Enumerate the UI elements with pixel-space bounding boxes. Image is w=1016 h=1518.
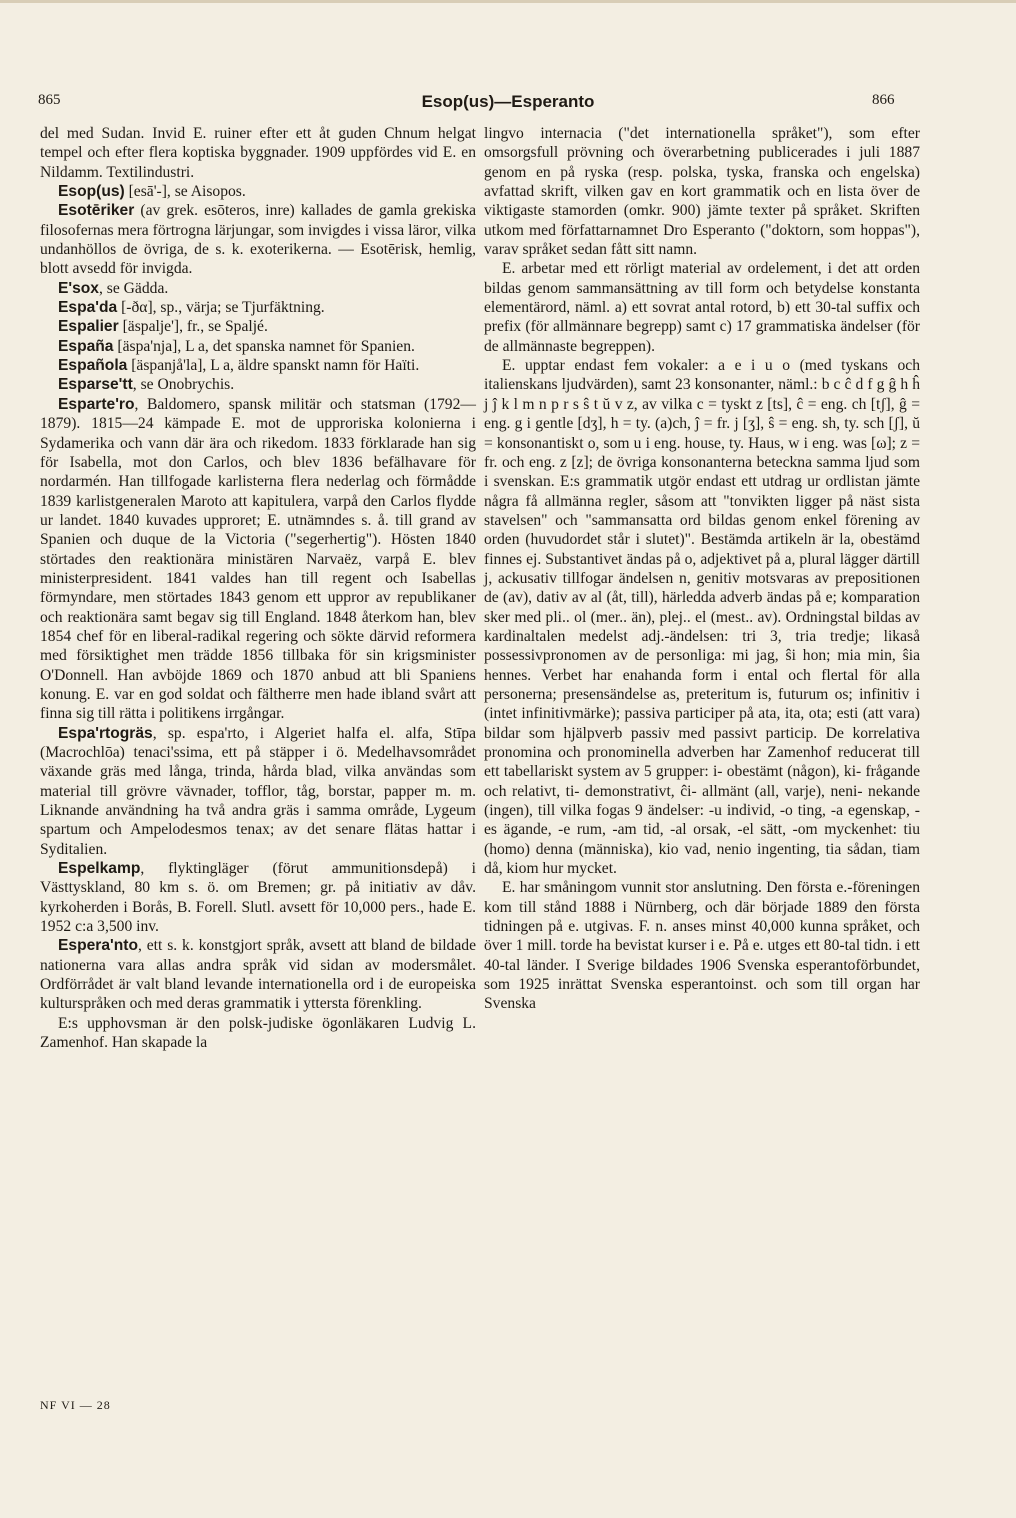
entry-definition: , se Gädda. <box>98 279 169 297</box>
entry-headword: Esparse'tt <box>58 376 133 394</box>
paragraph-continued <box>484 124 920 259</box>
entry-headword: Espelkamp <box>58 860 141 878</box>
entry-headword: Espera'nto <box>58 937 138 955</box>
left-column <box>40 124 476 1053</box>
dictionary-entry <box>40 859 476 936</box>
paragraph-text: E. arbetar med ett rörligt material av ordelement, i det att orden bildas genom sammansättning av till form och betydelse konstanta elementärord, näml. a) ett sovrat antal rotord, b) ett 30-tal suffix och prefix (för allmännare begrepp) samt c) 17 grammatiska ändelser (för de allmännaste begreppen). <box>484 260 920 355</box>
entry-definition: [esā'-], se Aisopos. <box>124 183 246 201</box>
entry-definition: , sp. espa'rto, i Algeriet halfa el. alfa, Stīpa (Macrochlōa) tenaci'ssima, ett på stäpper i ö. Medelhavsområdet växande gräs med långa, trinda, hårda blad, vilka användas som material till grövre vävnader, tofflor, tåg, borstar, papper m. m. Liknande användning ha två andra gräs i samma område, Lygeum spartum och Ampelodesmos tenax; av det senare flätas hattar i Syditalien. <box>40 724 476 858</box>
entry-headword: Esop(us) <box>58 183 125 201</box>
entry-headword: Espa'rtogräs <box>58 724 153 742</box>
paragraph-continued <box>40 124 476 182</box>
entry-definition: , ett s. k. konstgjort språk, avsett att bland de bildade nationerna vara allas andra språk vid sidan av modersmålet. Ordförrådet är valt bland levande internationella ord i de europeiska kulturspråken och med deras grammatik i yttersta förenkling. <box>40 937 476 1013</box>
dictionary-entry <box>40 279 476 298</box>
entry-headword: Esparte'ro <box>58 395 135 413</box>
paragraph <box>484 878 920 1013</box>
paragraph-text: E. upptar endast fem vokaler: a e i u o (med tyskans och italienskans ljudvärden), samt 23 konsonanter, näml.: b c ĉ d f g ĝ h ĥ j ĵ k l m n p r s ŝ t ŭ v z, av vilka c = tyskt z [ts], ĉ = eng. ch [tʃ], ĝ = eng. g i gentle [dʒ], h = ty. (a)ch, ĵ = fr. j [ʒ], ŝ = eng. sh, ty. sch [ʃ], ŭ = konsonantiskt o, som u i eng. house, ty. Haus, w i eng. was [ω]; z = fr. och eng. z [z]; de övriga konsonanterna beteckna samma ljud som i svenskan. E:s grammatik utgör endast ett utdrag ur ordlistan jämte några få allmänna regler, såsom att "tonvikten ligger på näst sista stavelsen" och "sammansatta ord bildas genom enkel förening av orden (huvudordet står i slutet)". Bestämda artikeln är la, obestämd finnes ej. Substantivet ändas på o, adjektivet på a, plural lägger därtill j, ackusativ tillfogar ändelsen n, genitiv motsvaras av prepositionen de (av), dativ av al (åt, till), härledda adverb ändas på e; komparation sker med pli.. ol (mer.. än), plej.. el (mest.. av). Ordningstal bildas av kardinaltalen medelst adj.-ändelsen: tri 3, tria tredje; likaså possessivpronomen av de personliga: mi jag, ŝi hon; mia min, ŝia hennes. Verbet har enahanda form i ental och flertal för alla personerna; presensändelse as, preteritum is, futurum os; infinitiv i (intet infinitivmärke); passiva participer på ata, ita, ota; esti (att vara) bildar som hjälpverb passiv med passivt particip. De korrelativa pronomina och pronominella adverben har Zamenhof reducerat till ett tabellariskt system av 5 grupper: i- obestämt (någon), ki- frågande och relativt, ti- demonstrativt, ĉi- allmänt (all, varje), neni- nekande (ingen), till vilka fogas 9 ändelser: -u individ, -o ting, -a egenskap, -es ägande, -e rum, -am tid, -al orsak, -el sätt, -om myckenhet: tiu (homo) denna (människa), kio vad, nenio ingenting, tia sådan, tiam då, kiom hur mycket. <box>484 357 920 878</box>
signature-mark: NF VI — 28 <box>40 1398 111 1412</box>
entry-definition: , flyktingläger (förut ammunitionsdepå) i Västtyskland, 80 km s. ö. om Bremen; gr. på initiativ av dåv. kyrkoherden i Borås, B. Forell. Slutl. avsett för 10,000 pers., hade E. 1952 c:a 3,500 inv. <box>40 860 476 936</box>
dictionary-entry <box>40 724 476 859</box>
paragraph <box>40 1014 476 1053</box>
top-rule <box>0 0 1016 3</box>
page-number-left: 865 <box>38 92 61 108</box>
paragraph <box>484 259 920 356</box>
entry-definition: [-ðα], sp., värja; se Tjurfäktning. <box>117 299 325 317</box>
dictionary-entry <box>40 317 476 336</box>
entry-headword: Espalier <box>58 318 119 336</box>
paragraph-text: E:s upphovsman är den polsk-judiske ögonläkaren Ludvig L. Zamenhof. Han skapade la <box>40 1014 476 1052</box>
entry-definition: [äspanjå'la], L a, äldre spanskt namn för Haïti. <box>127 357 420 375</box>
running-head: Esop(us)—Esperanto <box>421 92 595 111</box>
dictionary-entry <box>40 201 476 278</box>
entry-definition: , Baldomero, spansk militär och statsman (1792—1879). 1815—24 kämpade E. mot de upproriska kolonierna i Sydamerika och vann där ära och rikedom. 1833 förklarade han sig för Isabella, mot don Carlos, och blev 1836 befälhavare för nordarmén. Han tillfogade karlisterna flera nederlag och förmådde 1839 karlistgeneralen Maroto att kapitulera, varpå den Carlos flydde ur landet. 1840 kuvades upproret; E. utnämndes s. å. till grand av Spanien och duque de la Victoria ("segerhertig"). Hösten 1840 störtades den reaktionära ministären Narvaëz, varpå E. blev ministerpresident. 1841 valdes han till regent och Isabellas förmyndare, men störtades 1843 genom ett uppror av republikaner och reaktionära samt begav sig till England. 1848 återkom han, blev 1854 chef för en liberal-radikal regering och sökte därvid reformera med försiktighet men trädde 1856 tillbaka för sin krigsminister O'Donnell. Han avböjde 1869 och 1870 anbud att bli Spaniens konung. E. var en god soldat och fältherre men hade ibland svårt att finna sig till rätta i politikens irrgångar. <box>40 395 476 723</box>
dictionary-entry <box>40 182 476 201</box>
entry-headword: Esotēriker <box>58 202 135 220</box>
paragraph-text: del med Sudan. Invid E. ruiner efter ett åt guden Chnum helgat tempel och efter flera koptiska byggnader. 1909 uppfördes vid E. en Nildamm. Textilindustri. <box>40 125 476 181</box>
right-column <box>484 124 920 1014</box>
dictionary-entry <box>40 298 476 317</box>
entry-definition: [äspa'nja], L a, det spanska namnet för Spanien. <box>113 337 415 355</box>
dictionary-entry <box>40 395 476 724</box>
dictionary-entry <box>40 936 476 1013</box>
paragraph-text: lingvo internacia ("det internationella språket"), som efter omsorgsfull prövning och överarbetning publicerades i juli 1887 genom en på ryska (resp. polska, tyska, franska och engelska) avfattad skrift, vilken gav en kort grammatik och en lista över de viktigaste stamorden (omkr. 900) jämte texter på språket. Skriften utkom med författarnamnet Dro Esperanto ("doktorn, som hoppas"), varav språket sedan fått sitt namn. <box>484 125 920 259</box>
paragraph-text: E. har småningom vunnit stor anslutning. Den första e.-föreningen kom till stånd 1888 i Nürnberg, och där började 1889 den första tidningen på e. utgivas. F. n. anses minst 40,000 kunna språket, och över 1 mill. torde ha bevistat kurser i e. På e. utges ett 80-tal tidn. i ett 40-tal länder. I Sverige bildades 1906 Svenska esperantoförbundet, som 1925 inrättat Svenska esperantoinst. och som till organ har Svenska <box>484 879 920 1013</box>
entry-headword: Espa'da <box>58 299 118 317</box>
paragraph <box>484 356 920 878</box>
entry-definition: [äspaljе'], fr., se Spaljé. <box>118 318 268 336</box>
dictionary-entry <box>40 375 476 394</box>
entry-definition: (av grek. esōteros, inre) kallades de gamla grekiska filosofernas mera förtrogna lärjungar, som invigdes i vissa läror, vilka undanhöllos de övriga, de s. k. exoterikerna. — Esotērisk, hemlig, blott avsedd för invigda. <box>40 202 476 278</box>
entry-headword: España <box>58 337 114 355</box>
dictionary-entry <box>40 356 476 375</box>
entry-headword: Española <box>58 357 128 375</box>
dictionary-entry <box>40 337 476 356</box>
entry-definition: , se Onobrychis. <box>132 376 235 394</box>
page-number-right: 866 <box>872 92 895 108</box>
entry-headword: E'sox <box>58 279 99 297</box>
